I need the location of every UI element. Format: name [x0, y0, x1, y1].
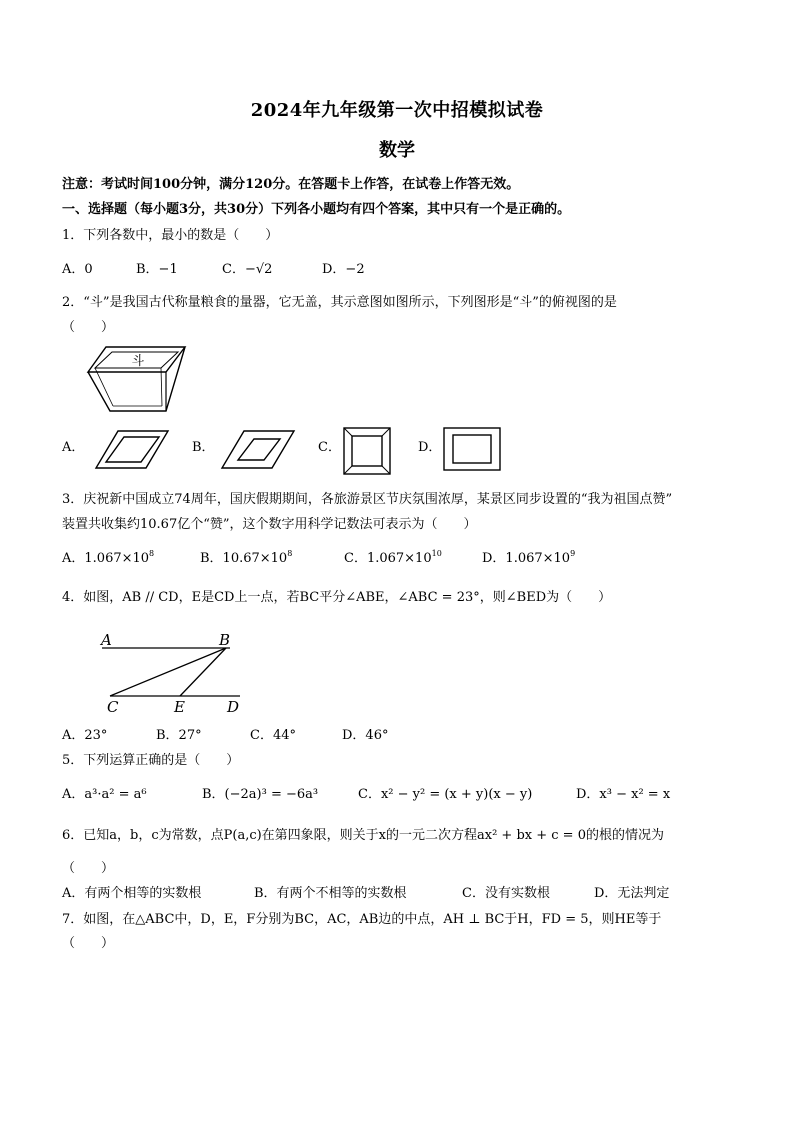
point-e-label: E [174, 698, 185, 716]
exam-title: 2024年九年级第一次中招模拟试卷 [250, 100, 544, 121]
dou-container-figure [80, 340, 192, 418]
q2-option-a-figure [92, 428, 172, 472]
question-5-stem: 5．下列运算正确的是（ ） [62, 753, 240, 768]
exam-notice: 注意：考试时间100分钟，满分120分。在答题卡上作答，在试卷上作答无效。 [62, 177, 520, 192]
q2-option-d-label: D． [418, 440, 442, 455]
q2-option-b-figure [218, 428, 298, 472]
q4-option-b: B．27° [156, 728, 202, 743]
q1-option-c: C．−√2 [222, 262, 273, 277]
question-7-stem: 7．如图，在△ABC中，D，E，F分别为BC，AC，AB边的中点，AH ⊥ BC于H，FD = 5，则HE等于 [62, 912, 662, 927]
question-6-paren: （ ） [62, 861, 115, 876]
point-c-label: C [107, 698, 119, 716]
q4-option-d: D．46° [342, 728, 389, 743]
q6-option-d: D．无法判定 [594, 886, 670, 901]
question-3-stem-line1: 3．庆祝新中国成立74周年，国庆假期期间，各旅游景区节庆氛围浓厚，某景区同步设置的“我为祖国点赞” [62, 492, 673, 507]
q3-option-d: D．$1.067\times 10^9$ [482, 549, 576, 566]
q5-option-d: D．x³ − x² = x [576, 787, 671, 802]
q6-option-b: B．有两个不相等的实数根 [254, 886, 407, 901]
q2-option-a-label: A． [62, 440, 85, 455]
q5-option-c: C．x² − y² = (x + y)(x − y) [358, 787, 533, 802]
question-6-stem: 6．已知a，b，c为常数，点P(a,c)在第四象限，则关于x的一元二次方程ax² + bx + c = 0的根的情况为 [62, 828, 664, 843]
q4-parallel-lines-figure [92, 628, 252, 718]
point-a-label: A [101, 631, 112, 649]
question-1-stem: 1．下列各数中，最小的数是（ ） [62, 228, 279, 243]
q2-option-d-figure [442, 426, 502, 472]
q5-option-b: B．(−2a)³ = −6a³ [202, 787, 319, 802]
q6-option-c: C．没有实数根 [462, 886, 550, 901]
q3-option-c: C．$1.067\times 10^{10}$ [344, 549, 442, 566]
q4-option-c: C．44° [250, 728, 296, 743]
point-d-label: D [227, 698, 240, 716]
q1-option-b: B．−1 [136, 262, 178, 277]
q6-option-a: A．有两个相等的实数根 [62, 886, 202, 901]
q1-option-d: D．−2 [322, 262, 365, 277]
q3-option-a: A．$1.067\times 10^8$ [62, 549, 155, 566]
section-heading-choice: 一、选择题（每小题3分，共30分）下列各小题均有四个答案，其中只有一个是正确的。 [62, 202, 571, 217]
question-3-stem-line2: 装置共收集约10.67亿个“赞”，这个数字用科学记数法可表示为（ ） [62, 517, 477, 532]
q1-option-a: A．0 [62, 262, 93, 277]
question-4-stem: 4．如图，AB // CD，E是CD上一点，若BC平分∠ABE，∠ABC = 23°，则∠BED为（ ） [62, 590, 612, 605]
question-2-stem: 2．“斗”是我国古代称量粮食的量器，它无盖，其示意图如图所示，下列图形是“斗”的俯视图的是 [62, 295, 617, 310]
q4-option-a: A．23° [62, 728, 108, 743]
dou-label: 斗 [131, 354, 145, 369]
point-b-label: B [219, 631, 231, 649]
q2-option-b-label: B． [192, 440, 215, 455]
q5-option-a: A．a³·a² = a⁶ [62, 787, 147, 802]
question-7-paren: （ ） [62, 936, 115, 951]
question-2-paren: （ ） [62, 320, 115, 335]
q2-option-c-label: C． [318, 440, 341, 455]
q2-option-c-figure [342, 426, 392, 476]
q3-option-b: B．$10.67\times 10^8$ [200, 549, 293, 566]
subject-title: 数学 [379, 140, 415, 161]
